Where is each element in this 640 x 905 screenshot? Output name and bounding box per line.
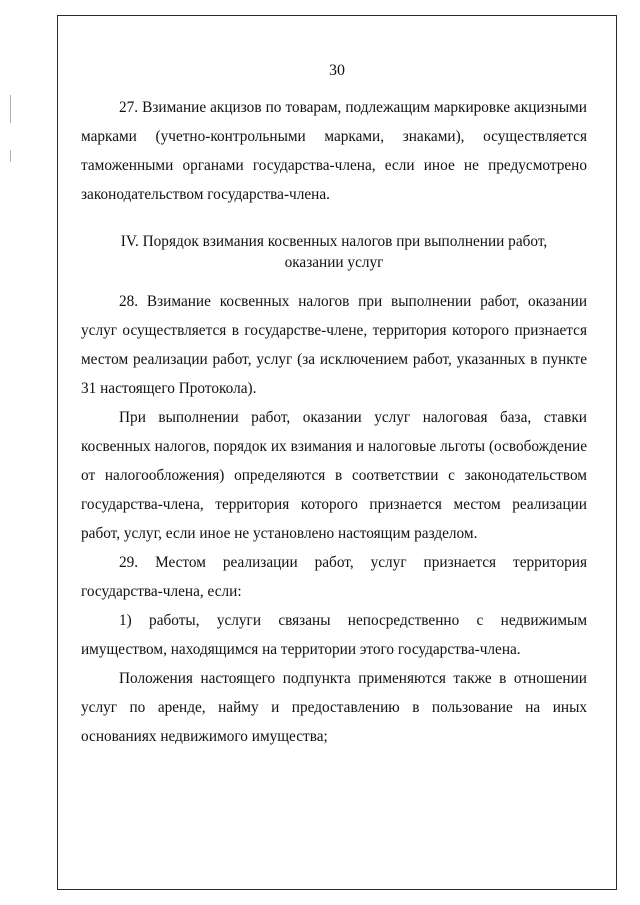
- scan-edge-mark: [10, 95, 11, 123]
- section-heading: [81, 231, 587, 273]
- section-heading-line-1: IV. Порядок взимания косвенных налогов при выполнении работ,: [120, 233, 548, 250]
- paragraph-29-item-1-note: Положения настоящего подпункта применяются также в отношении услуг по аренде, найму и предоставлению в пользование на иных основаниях недвижимого имущества;: [81, 670, 587, 745]
- paragraph-27-block: [81, 93, 587, 209]
- paragraph-27: 27. Взимание акцизов по товарам, подлежащим маркировке акцизными марками (учетно-контрольными марками, знаками), осуществляется таможенными органами государства-члена, если иное не предусмотрено законодательством государства-члена.: [81, 99, 587, 203]
- paragraph-28: 28. Взимание косвенных налогов при выполнении работ, оказании услуг осуществляется в государстве-члене, территория которого признается местом реализации работ, услуг (за исключением работ, указанных в пункте 31 настоящего Протокола).: [81, 293, 587, 397]
- paragraph-28-part-2: При выполнении работ, оказании услуг налоговая база, ставки косвенных налогов, порядок их взимания и налоговые льготы (освобождение от налогообложения) определяются в соответствии с законодательством государства-члена, территория которого признается местом реализации работ, услуг, если иное не установлено настоящим разделом.: [81, 409, 587, 542]
- section-heading-line-2: оказании услуг: [284, 254, 384, 271]
- paragraph-29: 29. Местом реализации работ, услуг признается территория государства-члена, если:: [81, 554, 587, 600]
- page-number: 30: [329, 62, 345, 79]
- section-body: [81, 287, 587, 751]
- scan-edge-mark: [10, 150, 11, 162]
- paragraph-29-item-1: 1) работы, услуги связаны непосредственно с недвижимым имуществом, находящимся на территории этого государства-члена.: [81, 612, 587, 658]
